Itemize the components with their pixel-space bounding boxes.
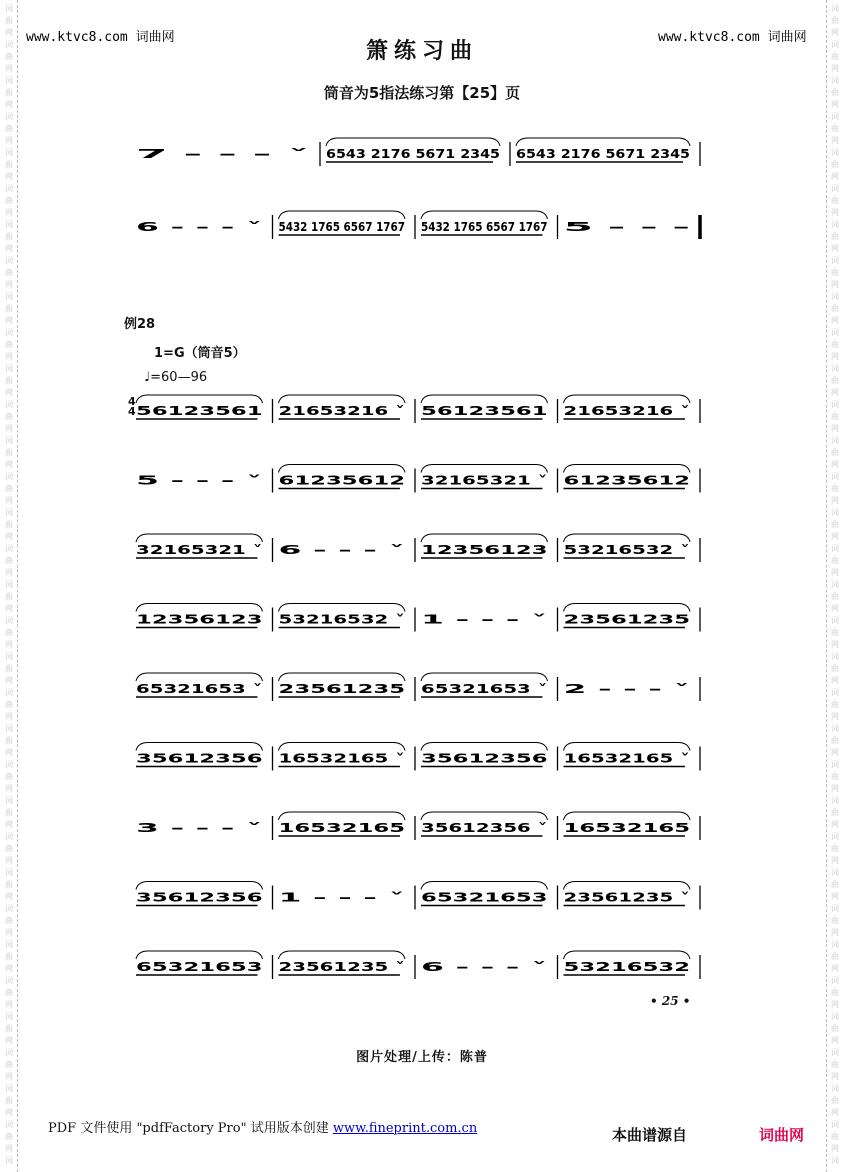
- watermark-char: 词: [831, 184, 839, 193]
- watermark-char: 网: [5, 424, 13, 433]
- watermark-char: 词: [831, 904, 839, 913]
- measure-notes: 21653216 ˅: [278, 404, 405, 418]
- measure-notes: 65321653 ˅: [421, 682, 548, 696]
- watermark-char: 网: [5, 892, 13, 901]
- slur-arc: [564, 604, 691, 612]
- slur-arc: [421, 743, 548, 751]
- watermark-char: 网: [831, 856, 839, 865]
- measure-notes: 5432 1765 6567 1767: [278, 220, 405, 234]
- measure-notes: 16532165: [563, 821, 690, 835]
- watermark-char: 词: [831, 1084, 839, 1093]
- watermark-char: 曲: [831, 556, 839, 565]
- watermark-char: 曲: [5, 1024, 13, 1033]
- watermark-char: 曲: [5, 232, 13, 241]
- watermark-char: 词: [831, 472, 839, 481]
- measure-notes: 23561235: [278, 682, 405, 696]
- slur-arc: [136, 395, 263, 403]
- watermark-char: 词: [831, 400, 839, 409]
- watermark-char: 词: [5, 508, 13, 517]
- measure-notes: 35612356: [421, 751, 548, 766]
- watermark-char: 曲: [831, 808, 839, 817]
- watermark-char: 曲: [831, 664, 839, 673]
- watermark-char: 词: [5, 112, 13, 121]
- watermark-char: 词: [5, 1156, 13, 1165]
- watermark-char: 曲: [5, 376, 13, 385]
- watermark-char: 网: [831, 388, 839, 397]
- slur-arc: [136, 882, 263, 890]
- watermark-char: 网: [5, 748, 13, 757]
- upload-credit: 图片处理/上传：陈普: [356, 1050, 488, 1065]
- watermark-char: 曲: [831, 160, 839, 169]
- slur-arc: [564, 395, 691, 403]
- measure-notes: 7 - - - ˅: [136, 147, 310, 161]
- watermark-char: 词: [831, 1156, 839, 1165]
- watermark-char: 网: [831, 892, 839, 901]
- slur-arc: [421, 465, 548, 473]
- watermark-char: 网: [5, 784, 13, 793]
- watermark-char: 词: [5, 724, 13, 733]
- watermark-char: 曲: [831, 448, 839, 457]
- time-sig-bottom: 4: [128, 405, 136, 418]
- watermark-char: 曲: [5, 1096, 13, 1105]
- measure-notes: 23561235: [563, 612, 690, 627]
- watermark-char: 词: [5, 688, 13, 697]
- fineprint-link[interactable]: www.fineprint.com.cn: [332, 1121, 478, 1136]
- measure-notes: 16532165: [278, 821, 405, 835]
- watermark-char: 曲: [5, 844, 13, 853]
- measure-notes: 5432 1765 6567 1767: [421, 220, 548, 234]
- watermark-char: 网: [831, 316, 839, 325]
- slur-arc: [279, 211, 406, 219]
- watermark-char: 曲: [5, 952, 13, 961]
- watermark-char: 曲: [5, 16, 13, 25]
- watermark-char: 词: [5, 976, 13, 985]
- watermark-char: 网: [5, 676, 13, 685]
- watermark-char: 曲: [5, 520, 13, 529]
- watermark-char: 曲: [5, 592, 13, 601]
- watermark-char: 网: [831, 712, 839, 721]
- slur-arc: [279, 673, 406, 681]
- watermark-char: 词: [831, 364, 839, 373]
- watermark-char: 词: [831, 508, 839, 517]
- measure-notes: 1 - - - ˅: [421, 612, 548, 627]
- page-number: • 25 •: [650, 994, 691, 1008]
- measure-notes: 23561235 ˅: [278, 960, 405, 974]
- watermark-char: 词: [5, 616, 13, 625]
- watermark-char: 网: [5, 388, 13, 397]
- watermark-char: 曲: [5, 1060, 13, 1069]
- watermark-char: 网: [831, 1036, 839, 1045]
- watermark-char: 词: [5, 472, 13, 481]
- watermark-char: 词: [5, 1048, 13, 1057]
- slur-arc: [564, 465, 691, 473]
- watermark-char: 网: [831, 964, 839, 973]
- measure-notes: 16532165 ˅: [278, 751, 405, 766]
- watermark-char: 曲: [831, 340, 839, 349]
- measure-notes: 35612356 ˅: [421, 821, 548, 835]
- watermark-char: 词: [831, 760, 839, 769]
- pdf-note: PDF 文件使用 "pdfFactory Pro" 试用版本创建: [48, 1121, 329, 1136]
- watermark-char: 网: [831, 460, 839, 469]
- watermark-char: 曲: [5, 808, 13, 817]
- watermark-char: 曲: [5, 448, 13, 457]
- watermark-char: 网: [831, 496, 839, 505]
- watermark-char: 词: [5, 652, 13, 661]
- tempo-marking: ♩=60—96: [144, 370, 208, 385]
- watermark-char: 网: [5, 604, 13, 613]
- slur-arc: [564, 743, 691, 751]
- watermark-char: 曲: [831, 376, 839, 385]
- watermark-char: 词: [831, 148, 839, 157]
- watermark-char: 曲: [831, 52, 839, 61]
- watermark-char: 曲: [5, 880, 13, 889]
- slur-arc: [279, 951, 406, 959]
- watermark-char: 网: [831, 532, 839, 541]
- watermark-char: 曲: [5, 484, 13, 493]
- measure-notes: 32165321 ˅: [136, 543, 263, 557]
- watermark-char: 词: [831, 4, 839, 13]
- watermark-char: 网: [831, 748, 839, 757]
- watermark-char: 曲: [831, 124, 839, 133]
- watermark-char: 曲: [5, 736, 13, 745]
- watermark-char: 词: [5, 148, 13, 157]
- page-subtitle: 筒音为5指法练习第【25】页: [323, 84, 521, 102]
- slur-arc: [136, 534, 263, 542]
- watermark-char: 曲: [831, 952, 839, 961]
- watermark-char: 网: [831, 244, 839, 253]
- watermark-char: 曲: [831, 268, 839, 277]
- slur-arc: [564, 812, 691, 820]
- watermark-char: 曲: [831, 844, 839, 853]
- watermark-char: 网: [831, 820, 839, 829]
- watermark-char: 网: [5, 460, 13, 469]
- watermark-char: 网: [831, 928, 839, 937]
- watermark-char: 网: [831, 172, 839, 181]
- watermark-char: 曲: [831, 1132, 839, 1141]
- watermark-char: 曲: [831, 1096, 839, 1105]
- watermark-char: 曲: [831, 880, 839, 889]
- measure-notes: 53216532 ˅: [563, 543, 690, 557]
- watermark-char: 网: [831, 100, 839, 109]
- watermark-char: 词: [831, 1048, 839, 1057]
- watermark-char: 曲: [831, 988, 839, 997]
- watermark-char: 曲: [5, 160, 13, 169]
- measure-notes: 61235612: [278, 473, 405, 488]
- watermark-char: 词: [831, 292, 839, 301]
- watermark-char: 词: [831, 652, 839, 661]
- watermark-char: 网: [831, 1108, 839, 1117]
- watermark-char: 词: [5, 328, 13, 337]
- watermark-char: 曲: [831, 1060, 839, 1069]
- watermark-char: 词: [831, 940, 839, 949]
- watermark-char: 词: [831, 688, 839, 697]
- watermark-char: 词: [5, 1012, 13, 1021]
- watermark-char: 网: [5, 172, 13, 181]
- watermark-char: 曲: [5, 1132, 13, 1141]
- watermark-char: 网: [831, 640, 839, 649]
- watermark-char: 网: [5, 100, 13, 109]
- measure-notes: 5 - - -: [563, 220, 691, 234]
- watermark-char: 曲: [5, 196, 13, 205]
- watermark-char: 网: [831, 1072, 839, 1081]
- watermark-char: 曲: [831, 412, 839, 421]
- time-sig-top: 4: [128, 395, 136, 408]
- watermark-char: 曲: [5, 664, 13, 673]
- pdf-footer: [48, 1117, 477, 1136]
- measure-notes: 21653216 ˅: [563, 404, 690, 418]
- measure-notes: 5 - - - ˅: [136, 473, 263, 488]
- slur-arc: [279, 465, 406, 473]
- measure-notes: 6 - - - ˅: [278, 543, 405, 557]
- watermark-char: 曲: [831, 520, 839, 529]
- watermark-char: 网: [831, 64, 839, 73]
- watermark-char: 网: [831, 568, 839, 577]
- watermark-char: 词: [5, 796, 13, 805]
- watermark-char: 词: [831, 796, 839, 805]
- slur-arc: [516, 138, 690, 146]
- watermark-char: 网: [5, 28, 13, 37]
- watermark-char: 网: [831, 1000, 839, 1009]
- source-label: 本曲谱源自: [612, 1126, 688, 1144]
- watermark-char: 词: [5, 904, 13, 913]
- watermark-char: 曲: [5, 268, 13, 277]
- watermark-char: 词: [831, 832, 839, 841]
- watermark-char: 词: [5, 364, 13, 373]
- watermark-char: 词: [831, 256, 839, 265]
- measure-notes: 65321653 ˅: [136, 682, 263, 696]
- watermark-char: 词: [831, 328, 839, 337]
- slur-arc: [564, 534, 691, 542]
- measure-notes: 35612356: [136, 751, 263, 766]
- slur-arc: [279, 743, 406, 751]
- watermark-char: 网: [5, 532, 13, 541]
- watermark-char: 词: [831, 580, 839, 589]
- watermark-char: 曲: [831, 304, 839, 313]
- measure-notes: 53216532 ˅: [278, 612, 405, 627]
- measure-notes: 65321653: [136, 960, 263, 974]
- watermark-char: 词: [5, 832, 13, 841]
- watermark-char: 网: [5, 820, 13, 829]
- watermark-char: 词: [5, 292, 13, 301]
- watermark-char: 词: [5, 760, 13, 769]
- watermark-char: 曲: [5, 772, 13, 781]
- watermark-char: 网: [5, 640, 13, 649]
- watermark-char: 曲: [831, 772, 839, 781]
- watermark-char: 词: [5, 76, 13, 85]
- watermark-char: 网: [5, 316, 13, 325]
- watermark-char: 词: [831, 1012, 839, 1021]
- watermark-char: 网: [5, 208, 13, 217]
- watermark-char: 词: [5, 868, 13, 877]
- watermark-char: 词: [5, 184, 13, 193]
- watermark-char: 网: [5, 1000, 13, 1009]
- watermark-char: 网: [5, 1036, 13, 1045]
- brand-logo[interactable]: 词曲网: [759, 1126, 805, 1144]
- example-label: 例28: [124, 317, 156, 332]
- watermark-char: 曲: [831, 1024, 839, 1033]
- watermark-char: 词: [5, 1120, 13, 1129]
- watermark-char: 网: [5, 1108, 13, 1117]
- slur-arc: [421, 395, 548, 403]
- watermark-char: 网: [5, 1144, 13, 1153]
- watermark-char: 网: [831, 604, 839, 613]
- watermark-char: 网: [831, 352, 839, 361]
- slur-arc: [421, 211, 548, 219]
- watermark-char: 曲: [5, 916, 13, 925]
- slur-arc: [279, 604, 406, 612]
- site-link-right[interactable]: www.ktvc8.com 词曲网: [658, 30, 807, 45]
- slur-arc: [136, 673, 263, 681]
- watermark-char: 曲: [831, 916, 839, 925]
- slur-arc: [279, 395, 406, 403]
- watermark-char: 网: [5, 244, 13, 253]
- site-link-left[interactable]: www.ktvc8.com 词曲网: [26, 30, 175, 45]
- slur-arc: [136, 951, 263, 959]
- watermark-char: 曲: [831, 88, 839, 97]
- measure-notes: 12356123: [136, 612, 263, 627]
- watermark-char: 曲: [5, 628, 13, 637]
- watermark-char: 网: [831, 1144, 839, 1153]
- watermark-char: 词: [831, 1120, 839, 1129]
- key-signature: 1=G（筒音5）: [154, 346, 246, 361]
- watermark-char: 曲: [5, 52, 13, 61]
- watermark-char: 网: [5, 280, 13, 289]
- measure-notes: 6 - - - ˅: [136, 220, 263, 234]
- watermark-char: 网: [831, 208, 839, 217]
- watermark-char: 网: [5, 64, 13, 73]
- watermark-char: 网: [831, 424, 839, 433]
- measure-notes: 35612356: [136, 890, 263, 905]
- measure-notes: 23561235 ˅: [563, 890, 690, 905]
- watermark-char: 词: [831, 976, 839, 985]
- watermark-char: 词: [5, 940, 13, 949]
- measure-notes: 12356123: [421, 543, 548, 557]
- watermark-char: 网: [831, 676, 839, 685]
- slur-arc: [564, 882, 691, 890]
- watermark-char: 曲: [5, 700, 13, 709]
- slur-arc: [421, 882, 548, 890]
- watermark-char: 词: [831, 220, 839, 229]
- watermark-char: 词: [5, 544, 13, 553]
- slur-arc: [326, 138, 500, 146]
- watermark-char: 词: [831, 436, 839, 445]
- measure-notes: 6543 2176 5671 2345: [326, 147, 500, 161]
- watermark-char: 网: [5, 136, 13, 145]
- measure-notes: 56123561: [136, 404, 263, 418]
- slur-arc: [136, 743, 263, 751]
- watermark-char: 网: [831, 28, 839, 37]
- watermark-char: 曲: [831, 196, 839, 205]
- watermark-char: 曲: [831, 736, 839, 745]
- watermark-char: 网: [831, 280, 839, 289]
- watermark-char: 曲: [5, 412, 13, 421]
- measure-notes: 53216532: [563, 960, 690, 974]
- watermark-char: 词: [5, 580, 13, 589]
- measure-notes: 2 - - - ˅: [563, 682, 690, 696]
- watermark-char: 曲: [831, 592, 839, 601]
- watermark-char: 词: [5, 436, 13, 445]
- watermark-char: 网: [5, 352, 13, 361]
- slur-arc: [421, 673, 548, 681]
- measure-notes: 16532165 ˅: [563, 751, 690, 766]
- watermark-char: 曲: [831, 16, 839, 25]
- watermark-char: 词: [5, 256, 13, 265]
- watermark-char: 曲: [5, 88, 13, 97]
- watermark-char: 词: [5, 220, 13, 229]
- watermark-char: 网: [5, 712, 13, 721]
- watermark-char: 网: [831, 136, 839, 145]
- watermark-char: 词: [5, 4, 13, 13]
- watermark-char: 曲: [831, 232, 839, 241]
- watermark-char: 词: [5, 400, 13, 409]
- measure-notes: 32165321 ˅: [421, 473, 548, 488]
- measure-notes: 6543 2176 5671 2345: [516, 147, 690, 161]
- watermark-char: 曲: [831, 484, 839, 493]
- watermark-char: 词: [831, 40, 839, 49]
- watermark-char: 网: [5, 496, 13, 505]
- watermark-char: 词: [831, 724, 839, 733]
- measure-notes: 6 - - - ˅: [421, 960, 548, 974]
- watermark-char: 曲: [5, 124, 13, 133]
- measure-notes: 65321653: [421, 890, 548, 905]
- watermark-char: 网: [5, 568, 13, 577]
- watermark-char: 曲: [5, 556, 13, 565]
- watermark-char: 曲: [5, 340, 13, 349]
- watermark-char: 网: [5, 1072, 13, 1081]
- measure-notes: 61235612: [563, 473, 690, 488]
- measure-notes: 1 - - - ˅: [278, 890, 405, 905]
- watermark-char: 网: [5, 928, 13, 937]
- watermark-char: 网: [831, 784, 839, 793]
- watermark-char: 词: [831, 112, 839, 121]
- slur-arc: [421, 812, 548, 820]
- watermark-char: 词: [831, 868, 839, 877]
- watermark-char: 词: [831, 616, 839, 625]
- watermark-char: 词: [831, 76, 839, 85]
- watermark-char: 曲: [831, 628, 839, 637]
- watermark-char: 词: [831, 544, 839, 553]
- measure-notes: 3 - - - ˅: [136, 821, 263, 835]
- watermark-char: 曲: [5, 988, 13, 997]
- watermark-char: 网: [5, 856, 13, 865]
- watermark-char: 词: [5, 40, 13, 49]
- slur-arc: [136, 604, 263, 612]
- page-title: 箫练习曲: [365, 38, 478, 64]
- watermark-char: 曲: [5, 304, 13, 313]
- watermark-char: 曲: [831, 700, 839, 709]
- slur-arc: [279, 812, 406, 820]
- slur-arc: [421, 534, 548, 542]
- watermark-char: 网: [5, 964, 13, 973]
- slur-arc: [564, 951, 691, 959]
- measure-notes: 56123561: [421, 404, 548, 418]
- watermark-char: 词: [5, 1084, 13, 1093]
